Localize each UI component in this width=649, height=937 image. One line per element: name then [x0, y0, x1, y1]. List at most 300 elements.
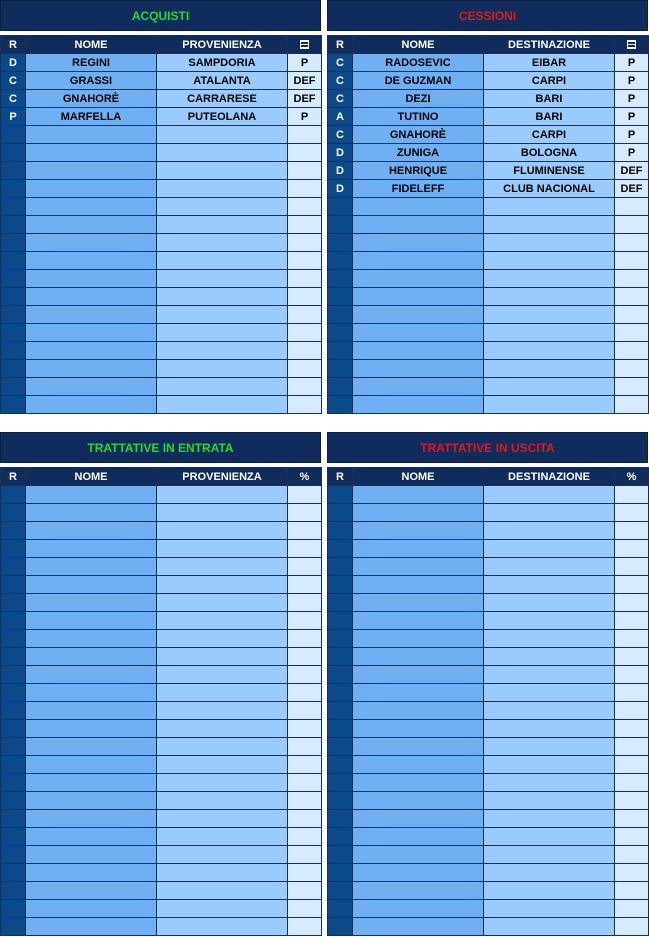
cell-role[interactable] [1, 162, 26, 180]
cell-status[interactable] [615, 666, 649, 684]
cell-role[interactable] [328, 702, 353, 720]
cell-role[interactable]: D [328, 180, 353, 198]
cell-role[interactable] [328, 396, 353, 414]
table-row[interactable] [328, 180, 649, 198]
table-row[interactable] [1, 486, 322, 504]
cell-place[interactable] [484, 288, 615, 306]
cell-place[interactable]: CARPI [484, 126, 615, 144]
cell-status[interactable]: P [288, 54, 322, 72]
cell-status[interactable] [615, 630, 649, 648]
cell-nome[interactable] [26, 486, 157, 504]
table-row[interactable] [328, 522, 649, 540]
cell-place[interactable] [484, 558, 615, 576]
cell-role[interactable] [328, 900, 353, 918]
table-row[interactable] [328, 504, 649, 522]
cell-nome[interactable]: GNAHORÈ [353, 126, 484, 144]
cell-status[interactable] [615, 594, 649, 612]
table-row[interactable] [1, 162, 322, 180]
cell-status[interactable]: P [615, 108, 649, 126]
table-row[interactable] [1, 252, 322, 270]
cell-nome[interactable] [26, 630, 157, 648]
table-row[interactable] [328, 90, 649, 108]
cell-role[interactable] [328, 756, 353, 774]
cell-place[interactable] [484, 342, 615, 360]
cell-status[interactable] [288, 540, 322, 558]
cell-nome[interactable] [26, 828, 157, 846]
cell-role[interactable] [328, 540, 353, 558]
cell-status[interactable] [288, 792, 322, 810]
cell-place[interactable] [157, 666, 288, 684]
cell-place[interactable] [484, 846, 615, 864]
cell-role[interactable] [1, 216, 26, 234]
cell-status[interactable] [288, 738, 322, 756]
cell-role[interactable] [328, 630, 353, 648]
cell-nome[interactable] [353, 486, 484, 504]
cell-nome[interactable] [26, 864, 157, 882]
cell-nome[interactable] [26, 594, 157, 612]
cell-role[interactable] [328, 594, 353, 612]
cell-role[interactable] [328, 666, 353, 684]
cell-place[interactable] [157, 342, 288, 360]
table-row[interactable] [1, 900, 322, 918]
table-row[interactable] [328, 378, 649, 396]
cell-role[interactable] [1, 126, 26, 144]
cell-role[interactable]: C [328, 72, 353, 90]
cell-role[interactable] [328, 846, 353, 864]
cell-status[interactable] [615, 738, 649, 756]
cell-place[interactable] [484, 612, 615, 630]
table-row[interactable] [328, 540, 649, 558]
cell-status[interactable] [615, 288, 649, 306]
cell-place[interactable] [157, 558, 288, 576]
cell-nome[interactable] [26, 306, 157, 324]
cell-status[interactable]: DEF [288, 90, 322, 108]
cell-place[interactable] [157, 684, 288, 702]
table-row[interactable] [1, 234, 322, 252]
cell-nome[interactable] [353, 846, 484, 864]
cell-role[interactable] [328, 288, 353, 306]
cell-nome[interactable] [26, 684, 157, 702]
cell-nome[interactable] [353, 540, 484, 558]
table-row[interactable] [1, 594, 322, 612]
cell-role[interactable] [1, 864, 26, 882]
cell-status[interactable] [615, 306, 649, 324]
cell-status[interactable] [288, 810, 322, 828]
table-row[interactable] [1, 774, 322, 792]
table-row[interactable] [1, 270, 322, 288]
cell-place[interactable] [157, 522, 288, 540]
cell-status[interactable] [288, 216, 322, 234]
cell-nome[interactable] [353, 252, 484, 270]
cell-role[interactable] [328, 576, 353, 594]
cell-status[interactable] [615, 702, 649, 720]
cell-status[interactable] [615, 378, 649, 396]
cell-status[interactable] [615, 396, 649, 414]
cell-role[interactable] [328, 234, 353, 252]
cell-role[interactable] [1, 396, 26, 414]
cell-role[interactable]: P [1, 108, 26, 126]
cell-role[interactable] [1, 324, 26, 342]
cell-role[interactable] [1, 900, 26, 918]
cell-status[interactable] [615, 522, 649, 540]
cell-role[interactable] [1, 594, 26, 612]
cell-status[interactable] [288, 756, 322, 774]
table-row[interactable] [1, 576, 322, 594]
cell-nome[interactable] [353, 612, 484, 630]
cell-place[interactable]: SAMPDORIA [157, 54, 288, 72]
cell-place[interactable] [157, 864, 288, 882]
cell-nome[interactable] [353, 216, 484, 234]
cell-place[interactable] [484, 882, 615, 900]
cell-place[interactable] [157, 324, 288, 342]
cell-status[interactable] [288, 864, 322, 882]
cell-place[interactable] [484, 396, 615, 414]
cell-role[interactable]: C [328, 54, 353, 72]
table-row[interactable] [328, 126, 649, 144]
table-row[interactable] [328, 558, 649, 576]
cell-nome[interactable] [353, 792, 484, 810]
cell-role[interactable] [1, 648, 26, 666]
table-row[interactable] [328, 648, 649, 666]
cell-status[interactable] [288, 684, 322, 702]
cell-role[interactable] [1, 738, 26, 756]
cell-status[interactable] [615, 324, 649, 342]
cell-nome[interactable] [353, 774, 484, 792]
cell-nome[interactable] [353, 630, 484, 648]
cell-nome[interactable] [26, 720, 157, 738]
cell-nome[interactable] [26, 648, 157, 666]
table-row[interactable] [328, 198, 649, 216]
cell-status[interactable] [288, 900, 322, 918]
cell-place[interactable] [157, 360, 288, 378]
cell-role[interactable] [1, 540, 26, 558]
table-row[interactable] [1, 288, 322, 306]
table-row[interactable] [328, 108, 649, 126]
cell-nome[interactable] [26, 918, 157, 936]
table-row[interactable] [1, 306, 322, 324]
cell-nome[interactable] [26, 180, 157, 198]
cell-place[interactable]: FLUMINENSE [484, 162, 615, 180]
cell-status[interactable] [288, 882, 322, 900]
cell-status[interactable] [288, 486, 322, 504]
cell-role[interactable] [328, 306, 353, 324]
cell-role[interactable] [1, 144, 26, 162]
cell-place[interactable]: BARI [484, 108, 615, 126]
cell-status[interactable] [288, 576, 322, 594]
cell-status[interactable] [288, 180, 322, 198]
table-row[interactable] [1, 90, 322, 108]
cell-status[interactable] [615, 540, 649, 558]
cell-role[interactable] [1, 342, 26, 360]
cell-nome[interactable] [353, 558, 484, 576]
cell-status[interactable] [288, 720, 322, 738]
table-row[interactable] [1, 864, 322, 882]
cell-status[interactable] [288, 324, 322, 342]
cell-nome[interactable]: ZUNIGA [353, 144, 484, 162]
cell-status[interactable] [288, 162, 322, 180]
cell-place[interactable] [157, 576, 288, 594]
cell-nome[interactable]: MARFELLA [26, 108, 157, 126]
cell-place[interactable] [484, 702, 615, 720]
cell-nome[interactable] [353, 882, 484, 900]
cell-status[interactable]: P [615, 90, 649, 108]
cell-place[interactable] [484, 486, 615, 504]
table-row[interactable] [1, 810, 322, 828]
cell-status[interactable] [288, 648, 322, 666]
cell-place[interactable] [484, 504, 615, 522]
cell-status[interactable] [615, 504, 649, 522]
table-row[interactable] [1, 378, 322, 396]
cell-role[interactable] [1, 828, 26, 846]
cell-status[interactable] [615, 720, 649, 738]
cell-role[interactable] [1, 666, 26, 684]
cell-role[interactable] [1, 558, 26, 576]
cell-status[interactable] [288, 288, 322, 306]
table-row[interactable] [1, 666, 322, 684]
table-row[interactable] [328, 810, 649, 828]
cell-place[interactable] [484, 756, 615, 774]
table-row[interactable] [328, 342, 649, 360]
cell-status[interactable] [288, 198, 322, 216]
cell-nome[interactable] [353, 396, 484, 414]
table-row[interactable] [328, 234, 649, 252]
cell-nome[interactable] [353, 198, 484, 216]
cell-role[interactable]: A [328, 108, 353, 126]
table-row[interactable] [1, 504, 322, 522]
table-row[interactable] [1, 630, 322, 648]
table-row[interactable] [328, 756, 649, 774]
col-header-status[interactable] [615, 36, 649, 54]
table-row[interactable] [1, 738, 322, 756]
cell-place[interactable] [484, 306, 615, 324]
cell-role[interactable] [328, 198, 353, 216]
cell-place[interactable] [484, 774, 615, 792]
cell-status[interactable] [288, 774, 322, 792]
cell-place[interactable] [484, 378, 615, 396]
cell-nome[interactable] [26, 360, 157, 378]
cell-role[interactable] [328, 648, 353, 666]
cell-nome[interactable] [26, 522, 157, 540]
cell-nome[interactable] [26, 270, 157, 288]
cell-place[interactable] [484, 792, 615, 810]
cell-status[interactable] [288, 504, 322, 522]
cell-place[interactable] [484, 324, 615, 342]
cell-status[interactable] [288, 558, 322, 576]
cell-role[interactable] [1, 576, 26, 594]
cell-status[interactable] [615, 216, 649, 234]
cell-nome[interactable] [353, 504, 484, 522]
table-row[interactable] [328, 720, 649, 738]
cell-role[interactable] [328, 342, 353, 360]
cell-status[interactable] [615, 198, 649, 216]
table-row[interactable] [328, 864, 649, 882]
cell-status[interactable] [615, 648, 649, 666]
cell-role[interactable] [328, 270, 353, 288]
cell-place[interactable] [484, 270, 615, 288]
cell-place[interactable] [157, 828, 288, 846]
table-row[interactable] [328, 72, 649, 90]
cell-nome[interactable] [26, 702, 157, 720]
cell-role[interactable] [1, 918, 26, 936]
table-row[interactable] [328, 54, 649, 72]
cell-status[interactable] [615, 846, 649, 864]
cell-place[interactable] [157, 378, 288, 396]
cell-place[interactable] [157, 792, 288, 810]
cell-nome[interactable] [26, 882, 157, 900]
cell-status[interactable] [288, 144, 322, 162]
cell-nome[interactable] [353, 738, 484, 756]
cell-role[interactable] [1, 684, 26, 702]
col-header-status[interactable] [288, 36, 322, 54]
cell-role[interactable] [1, 288, 26, 306]
table-row[interactable] [328, 900, 649, 918]
table-row[interactable] [1, 342, 322, 360]
cell-role[interactable] [328, 378, 353, 396]
cell-nome[interactable] [353, 594, 484, 612]
cell-place[interactable] [157, 774, 288, 792]
cell-role[interactable] [1, 810, 26, 828]
cell-status[interactable] [288, 360, 322, 378]
cell-role[interactable] [328, 864, 353, 882]
cell-place[interactable]: BARI [484, 90, 615, 108]
table-row[interactable] [1, 54, 322, 72]
cell-place[interactable] [157, 594, 288, 612]
cell-nome[interactable] [26, 396, 157, 414]
table-row[interactable] [1, 126, 322, 144]
cell-place[interactable] [157, 846, 288, 864]
cell-place[interactable] [157, 738, 288, 756]
cell-role[interactable] [328, 684, 353, 702]
table-row[interactable] [1, 522, 322, 540]
cell-place[interactable]: CLUB NACIONAL [484, 180, 615, 198]
cell-place[interactable] [484, 918, 615, 936]
cell-nome[interactable] [26, 576, 157, 594]
cell-role[interactable] [1, 774, 26, 792]
cell-place[interactable]: CARPI [484, 72, 615, 90]
cell-status[interactable] [288, 918, 322, 936]
table-row[interactable] [328, 792, 649, 810]
cell-status[interactable] [615, 792, 649, 810]
cell-status[interactable] [288, 342, 322, 360]
cell-status[interactable] [288, 234, 322, 252]
cell-nome[interactable] [26, 234, 157, 252]
cell-nome[interactable] [353, 378, 484, 396]
cell-place[interactable] [157, 540, 288, 558]
table-row[interactable] [328, 828, 649, 846]
cell-place[interactable] [157, 486, 288, 504]
cell-place[interactable]: ATALANTA [157, 72, 288, 90]
cell-status[interactable]: P [615, 126, 649, 144]
table-row[interactable] [1, 648, 322, 666]
cell-status[interactable] [615, 486, 649, 504]
cell-role[interactable]: C [328, 90, 353, 108]
cell-status[interactable] [288, 522, 322, 540]
cell-role[interactable]: C [1, 90, 26, 108]
cell-status[interactable] [615, 342, 649, 360]
cell-place[interactable] [484, 810, 615, 828]
cell-place[interactable] [157, 126, 288, 144]
cell-status[interactable] [615, 756, 649, 774]
cell-role[interactable]: D [328, 144, 353, 162]
cell-role[interactable] [1, 792, 26, 810]
table-row[interactable] [1, 684, 322, 702]
cell-place[interactable] [484, 522, 615, 540]
cell-status[interactable]: DEF [288, 72, 322, 90]
cell-role[interactable] [1, 252, 26, 270]
table-row[interactable] [328, 666, 649, 684]
cell-status[interactable] [288, 594, 322, 612]
cell-place[interactable] [157, 270, 288, 288]
cell-place[interactable] [484, 738, 615, 756]
cell-nome[interactable] [353, 756, 484, 774]
cell-place[interactable]: CARRARESE [157, 90, 288, 108]
table-row[interactable] [328, 144, 649, 162]
cell-nome[interactable]: DE GUZMAN [353, 72, 484, 90]
cell-role[interactable] [1, 612, 26, 630]
cell-place[interactable] [157, 630, 288, 648]
cell-nome[interactable] [26, 162, 157, 180]
cell-place[interactable] [484, 216, 615, 234]
cell-place[interactable] [484, 630, 615, 648]
table-row[interactable] [1, 720, 322, 738]
cell-status[interactable] [288, 126, 322, 144]
cell-place[interactable] [157, 306, 288, 324]
cell-place[interactable] [157, 756, 288, 774]
table-row[interactable] [328, 630, 649, 648]
cell-role[interactable] [1, 234, 26, 252]
table-row[interactable] [1, 324, 322, 342]
cell-role[interactable] [328, 810, 353, 828]
table-row[interactable] [1, 198, 322, 216]
cell-status[interactable]: P [615, 72, 649, 90]
table-row[interactable] [328, 360, 649, 378]
cell-nome[interactable] [26, 810, 157, 828]
cell-nome[interactable] [353, 828, 484, 846]
cell-status[interactable] [615, 360, 649, 378]
table-row[interactable] [328, 702, 649, 720]
table-row[interactable] [1, 108, 322, 126]
table-row[interactable] [1, 756, 322, 774]
cell-nome[interactable] [353, 360, 484, 378]
table-row[interactable] [1, 612, 322, 630]
cell-place[interactable] [484, 828, 615, 846]
cell-role[interactable] [328, 882, 353, 900]
table-row[interactable] [328, 774, 649, 792]
table-row[interactable] [328, 882, 649, 900]
cell-place[interactable] [157, 162, 288, 180]
cell-place[interactable]: PUTEOLANA [157, 108, 288, 126]
cell-role[interactable] [1, 720, 26, 738]
cell-nome[interactable] [26, 756, 157, 774]
cell-role[interactable] [328, 522, 353, 540]
table-row[interactable] [328, 396, 649, 414]
cell-nome[interactable] [353, 342, 484, 360]
cell-status[interactable] [615, 558, 649, 576]
cell-role[interactable] [328, 738, 353, 756]
cell-status[interactable] [615, 612, 649, 630]
table-row[interactable] [1, 216, 322, 234]
table-row[interactable] [328, 288, 649, 306]
cell-role[interactable] [1, 504, 26, 522]
cell-role[interactable] [1, 486, 26, 504]
cell-nome[interactable] [353, 918, 484, 936]
cell-status[interactable] [615, 882, 649, 900]
cell-nome[interactable] [26, 504, 157, 522]
cell-role[interactable] [1, 882, 26, 900]
cell-place[interactable] [484, 360, 615, 378]
cell-place[interactable] [157, 882, 288, 900]
cell-nome[interactable] [26, 846, 157, 864]
